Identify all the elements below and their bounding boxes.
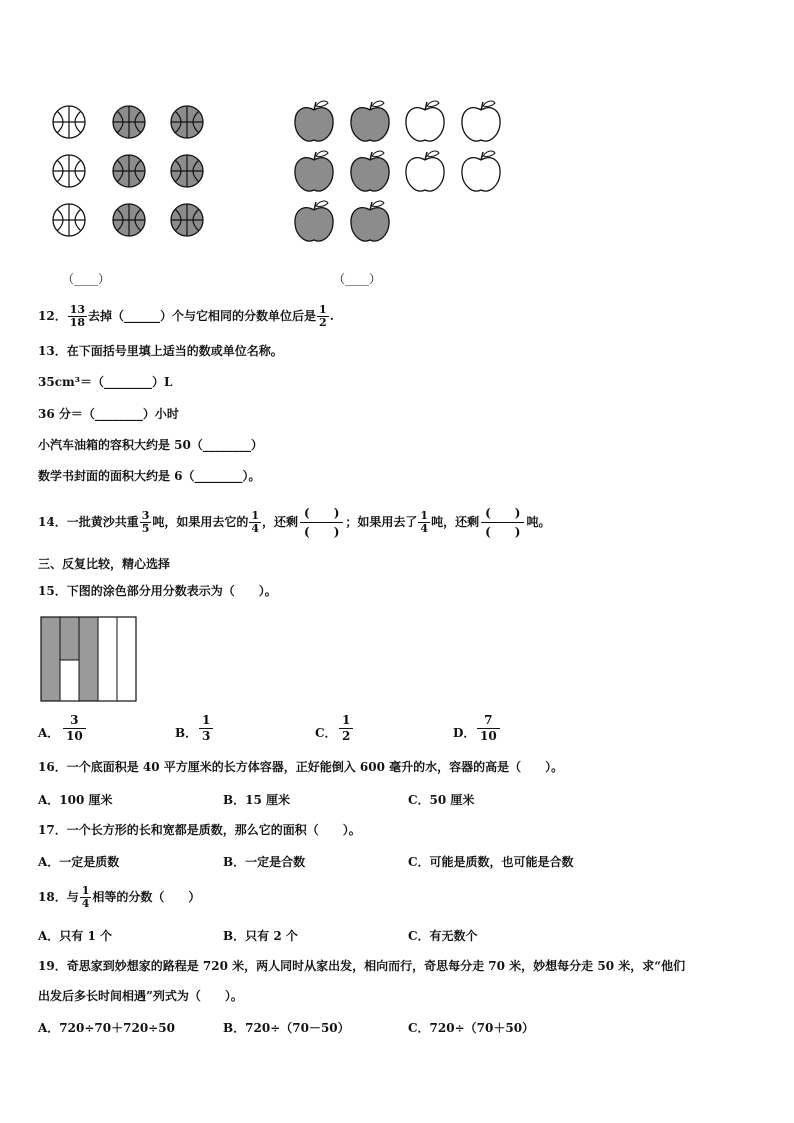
q12-number: 12． [38, 309, 67, 323]
q14-answer-2[interactable]: $\frac{( )}{( )}$ [481, 504, 524, 541]
q16-option-a[interactable]: A．100 厘米 [38, 793, 113, 807]
q14-answer-1[interactable]: $\frac{( )}{( )}$ [300, 504, 343, 541]
q12-fraction-a: $\frac{13}{18}$ [69, 303, 86, 329]
q19-option-a[interactable]: A．720÷70＋720÷50 [38, 1021, 175, 1035]
q14-fraction-total: $\frac{3}{5}$ [141, 509, 150, 535]
basketball-group [50, 103, 210, 243]
apple-icon [406, 101, 444, 141]
q18-fraction: $\frac{1}{4}$ [81, 884, 90, 910]
apple-icon [295, 101, 333, 141]
question-18: 18．与 $\frac{1}{4}$ 相等的分数（ ） [38, 884, 201, 910]
q15-option-c-fraction: $\frac{1}{2}$ [339, 713, 353, 744]
basketball-icon [171, 155, 203, 187]
apple-icon [351, 101, 389, 141]
q16-option-c[interactable]: C．50 厘米 [408, 793, 475, 807]
q19-option-c[interactable]: C．720÷（70＋50） [408, 1021, 535, 1035]
apple-icon [295, 151, 333, 191]
q15-text: 15．下图的涂色部分用分数表示为（ ）。 [38, 584, 277, 598]
q15-option-b[interactable]: B． [175, 726, 198, 740]
apple-icon [462, 151, 500, 191]
q18-option-b[interactable]: B．只有 2 个 [223, 929, 298, 943]
q11-answer-left[interactable]: （____） [62, 272, 111, 286]
q13-line-1[interactable]: 35cm³＝（________）L [38, 375, 173, 389]
section-heading: 三、反复比较，精心选择 [38, 557, 171, 571]
q16-option-b[interactable]: B．15 厘米 [223, 793, 291, 807]
basketball-icon [171, 106, 203, 138]
question-14: 14．一批黄沙共重 $\frac{3}{5}$ 吨，如果用去它的 $\frac{1}{4}$ ，还剩 $\frac{( )}{( )}$ ；如果用去了 $\frac{1}{4}$ 吨，还剩 $\frac{( )}{( )}$ 吨。 [38, 506, 551, 539]
q13-line-2[interactable]: 36 分＝（________）小时 [38, 407, 179, 421]
q13-title: 13．在下面括号里填上适当的数或单位名称。 [38, 344, 283, 358]
q12-fraction-b: $\frac{1}{2}$ [319, 303, 327, 329]
basketball-icon [113, 204, 145, 236]
q15-shaded-rectangle-figure [40, 616, 138, 702]
basketball-icon [53, 106, 85, 138]
q17-option-a[interactable]: A．一定是质数 [38, 855, 120, 869]
q15-option-d[interactable]: D． [453, 726, 476, 740]
q12-text: 去掉（______）个与它相同的分数单位后是 [88, 309, 317, 323]
q17-option-b[interactable]: B．一定是合数 [223, 855, 306, 869]
q11-answer-right[interactable]: （____） [333, 272, 382, 286]
basketball-icon [113, 155, 145, 187]
apple-icon [462, 101, 500, 141]
q14-fraction-tons: $\frac{1}{4}$ [420, 509, 429, 535]
q15-option-c[interactable]: C． [315, 726, 337, 740]
apple-icon [351, 201, 389, 241]
apple-icon [351, 151, 389, 191]
q13-line-4[interactable]: 数学书封面的面积大约是 6（________）。 [38, 469, 261, 483]
q19-text-line-2: 出发后多长时间相遇”列式为（ ）。 [38, 989, 243, 1003]
question-12: 12． $\frac{13}{18}$ 去掉（______）个与它相同的分数单位后是 $\frac{1}{2}$ . [38, 303, 334, 329]
q19-text-line-1: 19．奇思家到妙想家的路程是 720 米，两人同时从家出发，相向而行，奇思每分走 70 米，妙想每分走 50 米，求“他们 [38, 959, 686, 973]
q17-option-c[interactable]: C．可能是质数，也可能是合数 [408, 855, 574, 869]
q15-option-a-fraction: $\frac{3}{10}$ [63, 713, 86, 744]
basketball-icon [113, 106, 145, 138]
q16-text: 16．一个底面积是 40 平方厘米的长方体容器，正好能倒入 600 毫升的水，容器的高是（ ）。 [38, 760, 564, 774]
q15-option-a[interactable]: A． [38, 726, 60, 740]
apple-group [292, 98, 507, 246]
apple-icon [295, 201, 333, 241]
q13-line-3[interactable]: 小汽车油箱的容积大约是 50（________） [38, 438, 263, 452]
basketball-icon [53, 155, 85, 187]
q15-option-d-fraction: $\frac{7}{10}$ [477, 713, 500, 744]
basketball-icon [53, 204, 85, 236]
q15-option-b-fraction: $\frac{1}{3}$ [199, 713, 213, 744]
q18-option-a[interactable]: A．只有 1 个 [38, 929, 113, 943]
q19-option-b[interactable]: B．720÷（70－50） [223, 1021, 350, 1035]
apple-icon [406, 151, 444, 191]
basketball-icon [171, 204, 203, 236]
q14-fraction-used: $\frac{1}{4}$ [251, 509, 260, 535]
q17-text: 17．一个长方形的长和宽都是质数，那么它的面积（ ）。 [38, 823, 361, 837]
q18-option-c[interactable]: C．有无数个 [408, 929, 478, 943]
